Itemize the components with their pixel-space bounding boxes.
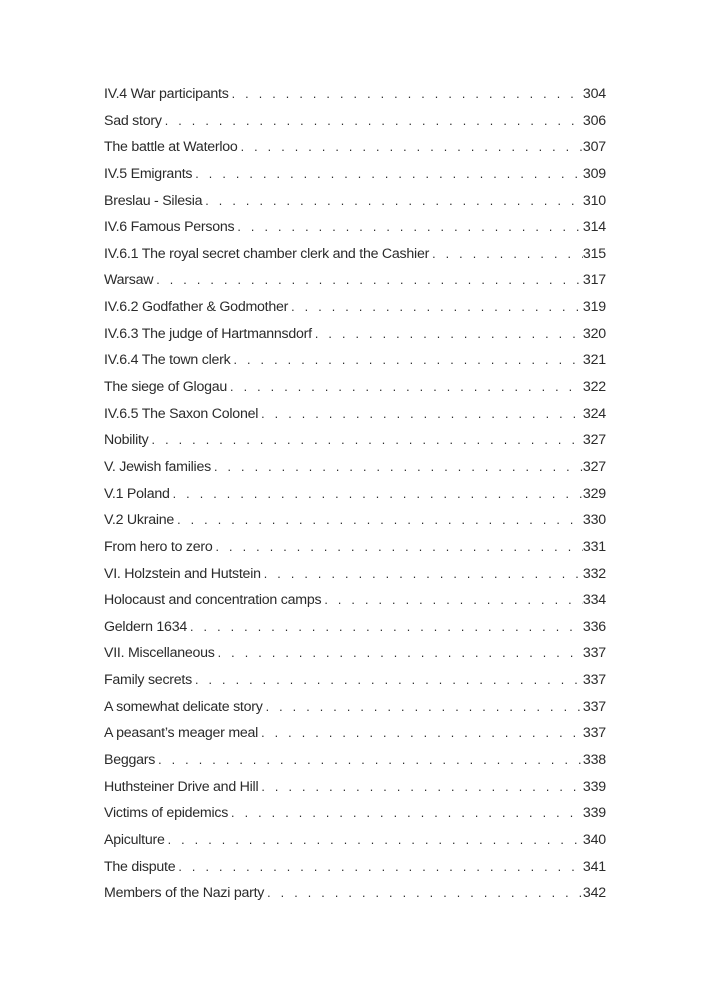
toc-entry-title: V.1 Poland bbox=[104, 485, 170, 502]
dot-leader bbox=[241, 134, 583, 161]
dot-leader bbox=[233, 347, 582, 374]
toc-entry-title: Members of the Nazi party bbox=[104, 885, 265, 902]
toc-entry[interactable] bbox=[104, 188, 606, 215]
toc-entry-title: Breslau - Silesia bbox=[104, 192, 203, 209]
toc-entry[interactable] bbox=[104, 321, 606, 348]
toc-entry[interactable] bbox=[104, 800, 606, 827]
toc-entry-title: VII. Miscellaneous bbox=[104, 645, 215, 662]
dot-leader bbox=[152, 427, 583, 454]
toc-entry-page-number: 339 bbox=[582, 805, 606, 822]
toc-entry-page-number: 320 bbox=[582, 325, 606, 342]
toc-entry-title: Victims of epidemics bbox=[104, 805, 229, 822]
dot-leader bbox=[266, 694, 583, 721]
toc-entry-title: Family secrets bbox=[104, 672, 192, 689]
toc-entry-page-number: 315 bbox=[582, 245, 606, 262]
dot-leader bbox=[218, 640, 583, 667]
toc-entry[interactable] bbox=[104, 720, 606, 747]
toc-entry[interactable] bbox=[104, 427, 606, 454]
toc-entry-page-number: 310 bbox=[582, 192, 606, 209]
toc-entry-title: A peasant’s meager meal bbox=[104, 725, 259, 742]
toc-entry-page-number: 329 bbox=[582, 485, 606, 502]
toc-entry-title: From hero to zero bbox=[104, 538, 213, 555]
toc-entry-page-number: 327 bbox=[582, 432, 606, 449]
toc-entry-title: A somewhat delicate story bbox=[104, 698, 263, 715]
table-of-contents bbox=[104, 81, 606, 907]
toc-entry-page-number: 339 bbox=[582, 778, 606, 795]
toc-entry-title: V.2 Ukraine bbox=[104, 512, 175, 529]
toc-entry[interactable] bbox=[104, 454, 606, 481]
toc-entry-page-number: 340 bbox=[582, 831, 606, 848]
toc-entry-title: IV.6.2 Godfather & Godmother bbox=[104, 299, 289, 316]
dot-leader bbox=[205, 188, 583, 215]
toc-entry-title: IV.6.1 The royal secret chamber clerk and the Cashier bbox=[104, 245, 430, 262]
toc-entry-page-number: 337 bbox=[582, 698, 606, 715]
dot-leader bbox=[264, 561, 583, 588]
toc-entry-page-number: 314 bbox=[582, 219, 606, 236]
dot-leader bbox=[261, 720, 583, 747]
toc-entry-title: Geldern 1634 bbox=[104, 618, 187, 635]
toc-entry[interactable] bbox=[104, 108, 606, 135]
toc-entry-page-number: 337 bbox=[582, 645, 606, 662]
dot-leader bbox=[261, 774, 583, 801]
toc-entry[interactable] bbox=[104, 374, 606, 401]
dot-leader bbox=[190, 614, 583, 641]
toc-entry-page-number: 307 bbox=[582, 139, 606, 156]
toc-entry[interactable] bbox=[104, 854, 606, 881]
toc-entry-page-number: 337 bbox=[582, 672, 606, 689]
toc-entry-title: Sad story bbox=[104, 112, 162, 129]
toc-entry-title: Nobility bbox=[104, 432, 149, 449]
toc-entry-page-number: 317 bbox=[582, 272, 606, 289]
dot-leader bbox=[156, 267, 583, 294]
toc-entry-title: Warsaw bbox=[104, 272, 154, 289]
toc-entry-page-number: 322 bbox=[582, 379, 606, 396]
dot-leader bbox=[232, 81, 583, 108]
toc-entry[interactable] bbox=[104, 534, 606, 561]
toc-entry-title: IV.4 War participants bbox=[104, 86, 229, 102]
toc-entry-page-number: 341 bbox=[582, 858, 606, 875]
dot-leader bbox=[195, 667, 583, 694]
toc-entry[interactable] bbox=[104, 134, 606, 161]
dot-leader bbox=[291, 294, 583, 321]
toc-entry-title: Holocaust and concentration camps bbox=[104, 592, 322, 609]
toc-entry[interactable] bbox=[104, 587, 606, 614]
dot-leader bbox=[177, 507, 583, 534]
toc-entry-title: The dispute bbox=[104, 858, 176, 875]
toc-entry-title: Huthsteiner Drive and Hill bbox=[104, 778, 259, 795]
toc-entry-title: IV.5 Emigrants bbox=[104, 165, 193, 182]
toc-entry-title: The battle at Waterloo bbox=[104, 139, 238, 156]
dot-leader bbox=[178, 854, 583, 881]
toc-entry[interactable] bbox=[104, 214, 606, 241]
dot-leader bbox=[237, 214, 583, 241]
toc-entry[interactable] bbox=[104, 694, 606, 721]
toc-entry[interactable] bbox=[104, 827, 606, 854]
toc-entry-title: IV.6.4 The town clerk bbox=[104, 352, 231, 369]
dot-leader bbox=[231, 800, 583, 827]
toc-entry-page-number: 331 bbox=[582, 538, 606, 555]
dot-leader bbox=[432, 241, 583, 268]
toc-entry[interactable] bbox=[104, 347, 606, 374]
toc-entry[interactable] bbox=[104, 294, 606, 321]
dot-leader bbox=[315, 321, 583, 348]
toc-entry-page-number: 327 bbox=[582, 458, 606, 475]
toc-entry[interactable] bbox=[104, 561, 606, 588]
dot-leader bbox=[214, 454, 583, 481]
toc-entry-page-number: 321 bbox=[582, 352, 606, 369]
dot-leader bbox=[158, 747, 583, 774]
toc-entry[interactable] bbox=[104, 161, 606, 188]
toc-entry[interactable] bbox=[104, 507, 606, 534]
toc-entry[interactable] bbox=[104, 241, 606, 268]
toc-entry-title: Apiculture bbox=[104, 831, 165, 848]
toc-entry[interactable] bbox=[104, 640, 606, 667]
dot-leader bbox=[195, 161, 583, 188]
toc-entry-page-number: 330 bbox=[582, 512, 606, 529]
toc-entry[interactable] bbox=[104, 267, 606, 294]
dot-leader bbox=[230, 374, 583, 401]
toc-entry-page-number: 332 bbox=[582, 565, 606, 582]
toc-entry-title: IV.6.5 The Saxon Colonel bbox=[104, 405, 259, 422]
toc-entry-page-number: 342 bbox=[582, 885, 606, 902]
toc-entry-page-number: 309 bbox=[582, 165, 606, 182]
toc-entry-page-number: 319 bbox=[582, 299, 606, 316]
dot-leader bbox=[216, 534, 583, 561]
toc-entry[interactable] bbox=[104, 667, 606, 694]
toc-entry-page-number: 304 bbox=[582, 86, 606, 102]
toc-entry-title: V. Jewish families bbox=[104, 458, 211, 475]
toc-entry-page-number: 306 bbox=[582, 112, 606, 129]
toc-entry[interactable] bbox=[104, 614, 606, 641]
toc-entry-page-number: 336 bbox=[582, 618, 606, 635]
toc-entry[interactable] bbox=[104, 481, 606, 508]
toc-entry-title: Beggars bbox=[104, 752, 156, 769]
toc-entry[interactable] bbox=[104, 747, 606, 774]
toc-entry-page-number: 324 bbox=[582, 405, 606, 422]
dot-leader bbox=[165, 108, 583, 135]
toc-entry-page-number: 334 bbox=[582, 592, 606, 609]
dot-leader bbox=[168, 827, 583, 854]
dot-leader bbox=[173, 481, 583, 508]
toc-entry-page-number: 338 bbox=[582, 752, 606, 769]
toc-entry[interactable] bbox=[104, 774, 606, 801]
toc-entry-title: IV.6 Famous Persons bbox=[104, 219, 235, 236]
toc-entry[interactable] bbox=[104, 81, 606, 108]
toc-entry-title: VI. Holzstein and Hutstein bbox=[104, 565, 261, 582]
toc-entry[interactable] bbox=[104, 401, 606, 428]
toc-entry[interactable] bbox=[104, 880, 606, 907]
toc-entry-title: The siege of Glogau bbox=[104, 379, 228, 396]
toc-entry-title: IV.6.3 The judge of Hartmannsdorf bbox=[104, 325, 312, 342]
dot-leader bbox=[324, 587, 583, 614]
dot-leader bbox=[261, 401, 583, 428]
dot-leader bbox=[267, 880, 583, 907]
toc-entry-page-number: 337 bbox=[582, 725, 606, 742]
